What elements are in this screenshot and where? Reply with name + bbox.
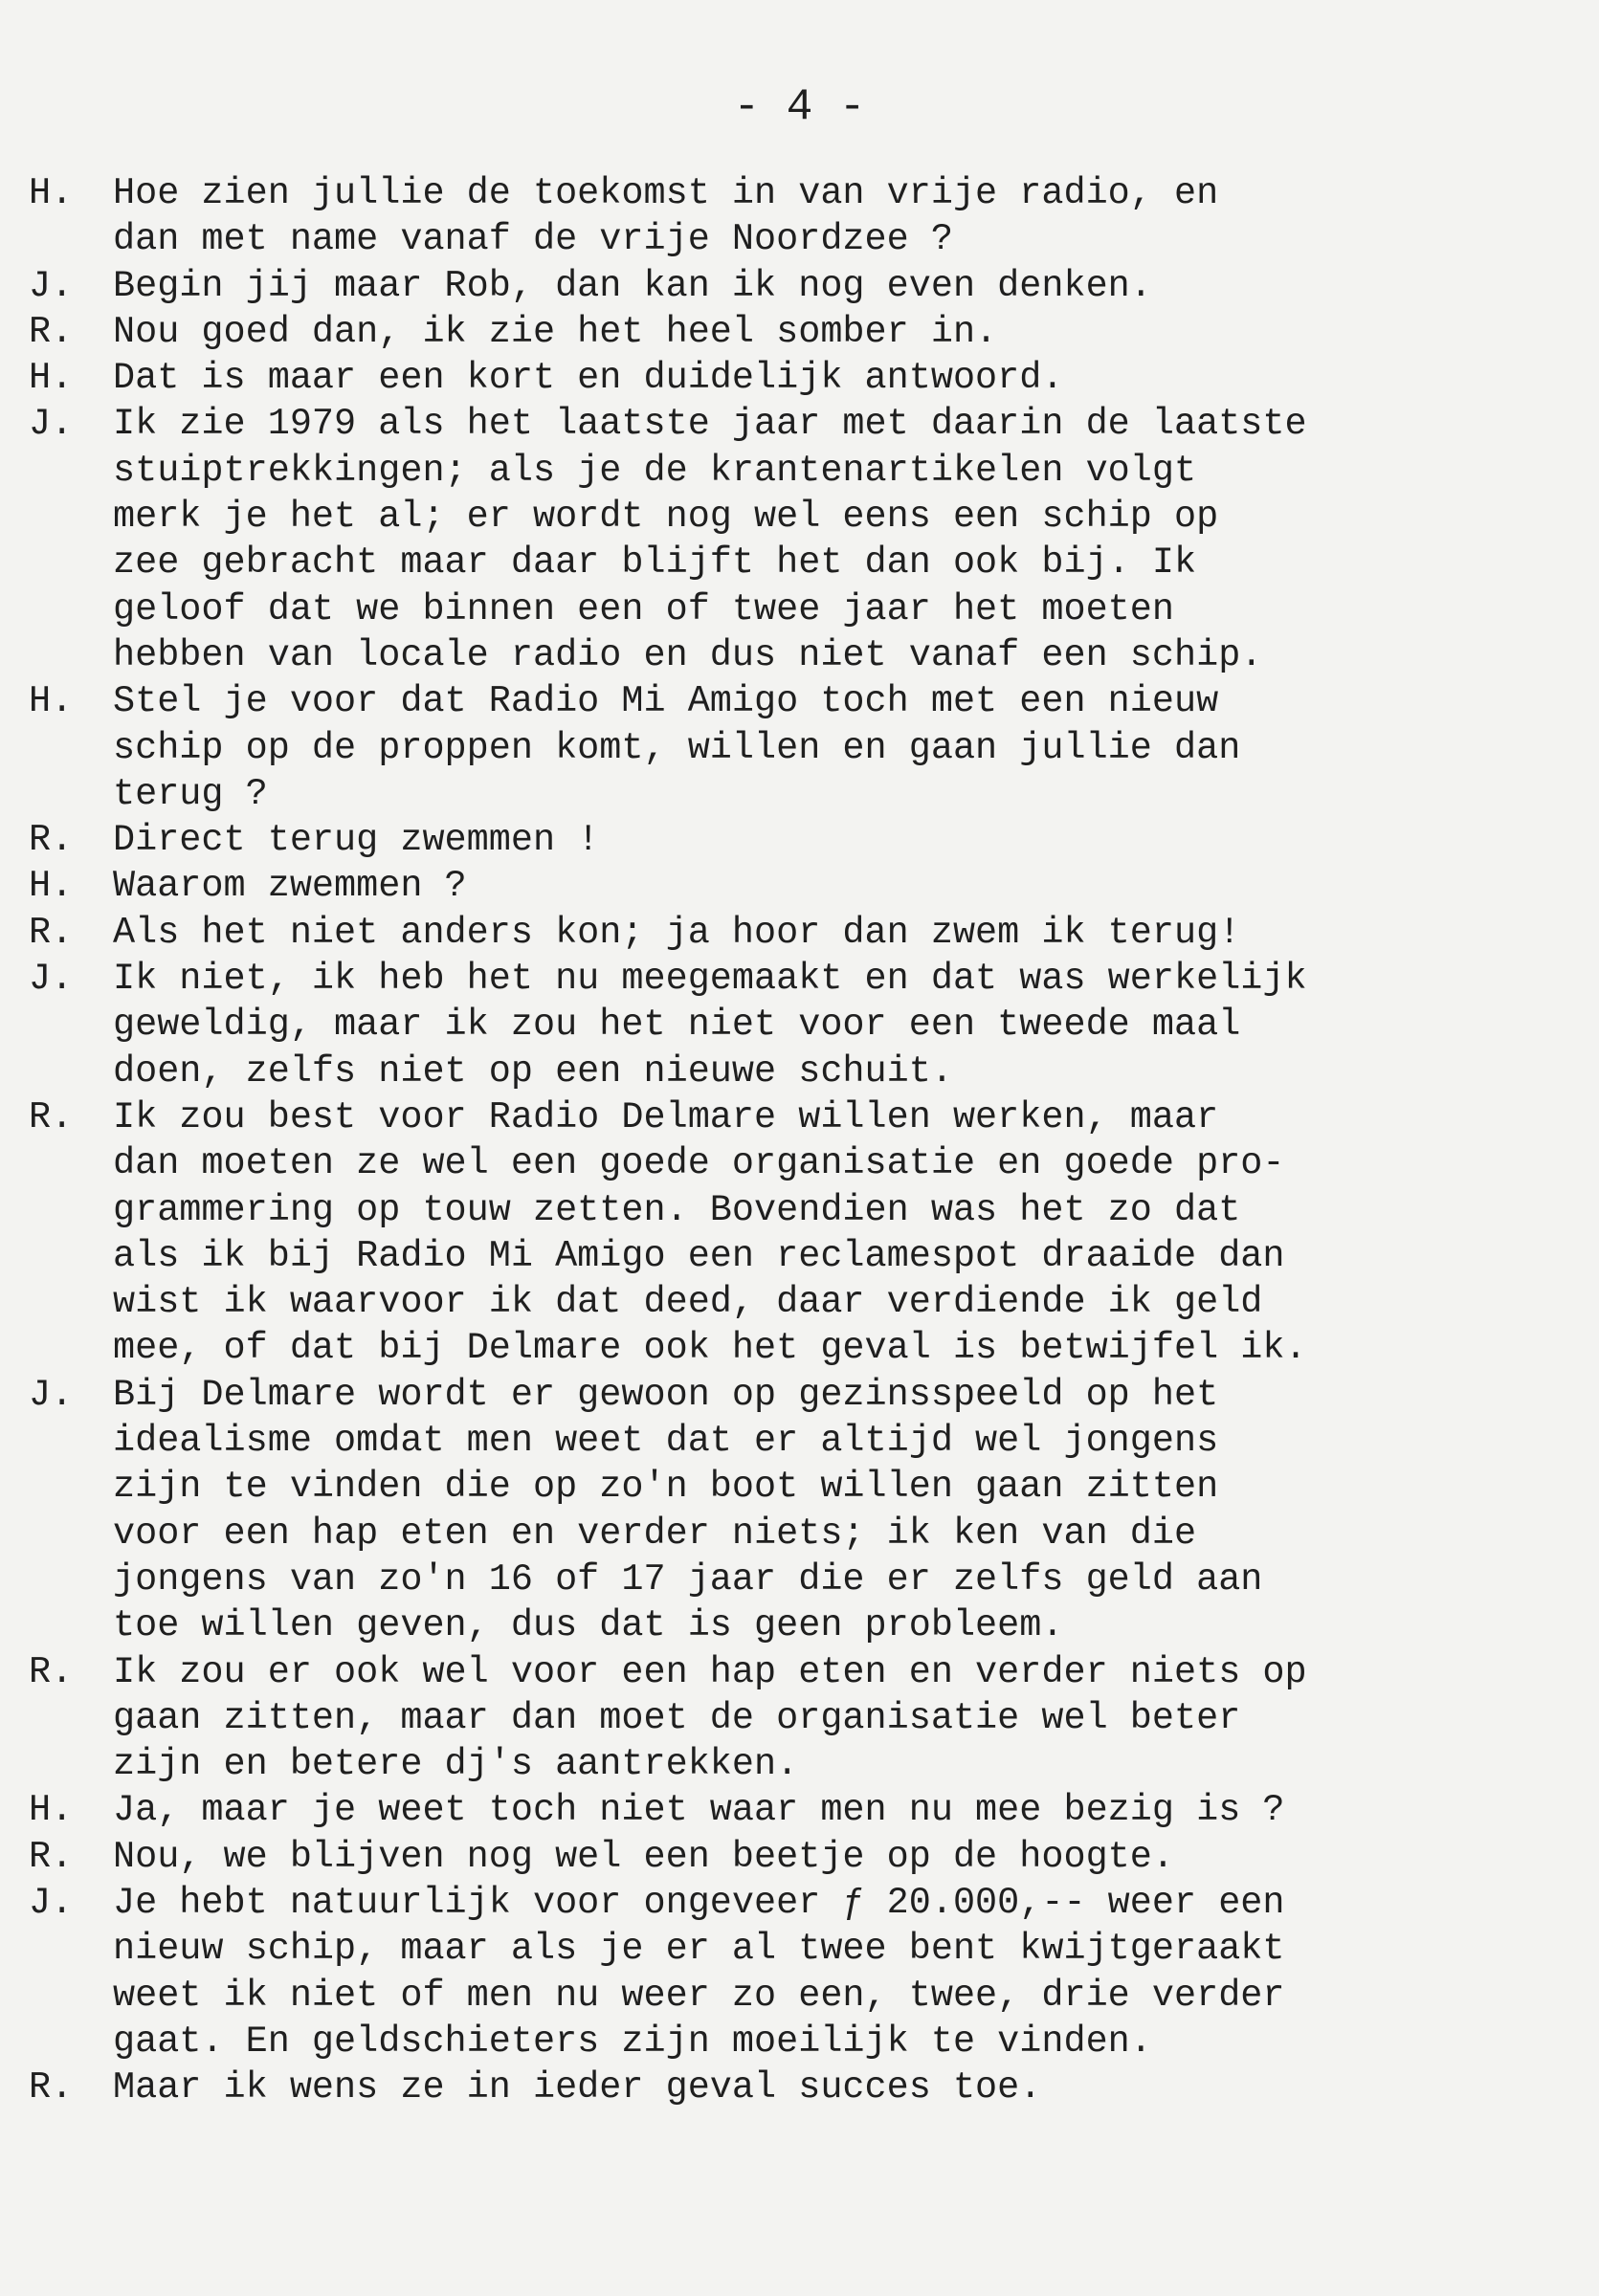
text-line: voor een hap eten en verder niets; ik ken van die [113, 1512, 1197, 1555]
speaker-label: R. [29, 310, 74, 353]
dialogue-entry [29, 678, 1579, 817]
speaker-label: J. [29, 403, 74, 446]
speaker-label: H. [29, 680, 74, 723]
page-number: - 4 - [733, 82, 866, 132]
utterance [113, 1649, 1579, 1788]
dialogue-entry [29, 910, 1579, 956]
text-line: hebben van locale radio en dus niet vanaf een schip. [113, 633, 1263, 676]
text-line: Ik zou er ook wel voor een hap eten en verder niets op [113, 1650, 1307, 1693]
speaker-label: H. [29, 172, 74, 214]
utterance [113, 1372, 1579, 1649]
dialogue-entry [29, 309, 1579, 355]
text-line: Bij Delmare wordt er gewoon op gezinsspeeld op het [113, 1373, 1219, 1416]
dialogue-entry [29, 1372, 1579, 1649]
text-line: weet ik niet of men nu weer zo een, twee, drie verder [113, 1974, 1285, 2017]
text-line: Nou goed dan, ik zie het heel somber in. [113, 310, 998, 353]
utterance [113, 678, 1579, 817]
text-line: geweldig, maar ik zou het niet voor een tweede maal [113, 1004, 1241, 1047]
dialogue-entry [29, 263, 1579, 309]
dialogue-entry [29, 2064, 1579, 2110]
utterance [113, 309, 1579, 355]
text-line: gaat. En geldschieters zijn moeilijk te vinden. [113, 2020, 1152, 2063]
speaker-label: J. [29, 1373, 74, 1416]
utterance [113, 910, 1579, 956]
dialogue-entry [29, 1649, 1579, 1788]
text-line: terug ? [113, 772, 268, 815]
speaker-label: R. [29, 911, 74, 954]
speaker-label: J. [29, 958, 74, 1001]
utterance [113, 1880, 1579, 2064]
text-line: toe willen geven, dus dat is geen probleem. [113, 1604, 1064, 1647]
utterance [113, 1787, 1579, 1833]
dialogue-entry [29, 956, 1579, 1094]
text-line: idealisme omdat men weet dat er altijd wel jongens [113, 1420, 1219, 1463]
utterance [113, 817, 1579, 863]
interview-dialogue [29, 170, 1579, 2110]
speaker-label: J. [29, 264, 74, 307]
text-line: zee gebracht maar daar blijft het dan ook bij. Ik [113, 541, 1197, 585]
speaker-label: R. [29, 1650, 74, 1693]
text-line: Direct terug zwemmen ! [113, 819, 600, 862]
text-line: zijn te vinden die op zo'n boot willen gaan zitten [113, 1466, 1219, 1509]
dialogue-entry [29, 1880, 1579, 2064]
utterance [113, 170, 1579, 263]
text-line: dan moeten ze wel een goede organisatie en goede pro- [113, 1142, 1285, 1185]
text-line: Begin jij maar Rob, dan kan ik nog even denken. [113, 264, 1152, 307]
text-line: Maar ik wens ze in ieder geval succes toe. [113, 2066, 1042, 2109]
dialogue-entry [29, 401, 1579, 678]
text-line: geloof dat we binnen een of twee jaar het moeten [113, 587, 1174, 630]
speaker-label: H. [29, 357, 74, 400]
text-line: Dat is maar een kort en duidelijk antwoord. [113, 357, 1064, 400]
speaker-label: R. [29, 1835, 74, 1878]
text-line: schip op de proppen komt, willen en gaan jullie dan [113, 726, 1241, 769]
text-line: stuiptrekkingen; als je de krantenartikelen volgt [113, 449, 1197, 492]
text-line: nieuw schip, maar als je er al twee bent kwijtgeraakt [113, 1928, 1285, 1971]
utterance [113, 263, 1579, 309]
text-line: Als het niet anders kon; ja hoor dan zwem ik terug! [113, 911, 1241, 954]
dialogue-entry [29, 355, 1579, 401]
text-line: Ja, maar je weet toch niet waar men nu mee bezig is ? [113, 1789, 1285, 1832]
utterance [113, 2064, 1579, 2110]
text-line: mee, of dat bij Delmare ook het geval is betwijfel ik. [113, 1327, 1307, 1370]
text-line: jongens van zo'n 16 of 17 jaar die er zelfs geld aan [113, 1557, 1263, 1601]
speaker-label: J. [29, 1881, 74, 1924]
speaker-label: H. [29, 865, 74, 908]
text-line: grammering op touw zetten. Bovendien was het zo dat [113, 1188, 1241, 1231]
speaker-label: H. [29, 1789, 74, 1832]
dialogue-entry [29, 817, 1579, 863]
utterance [113, 355, 1579, 401]
text-line: Je hebt natuurlijk voor ongeveer ƒ 20.000,-- weer een [113, 1881, 1285, 1924]
utterance [113, 1834, 1579, 1880]
speaker-label: R. [29, 2066, 74, 2109]
utterance [113, 956, 1579, 1094]
text-line: Ik zie 1979 als het laatste jaar met daarin de laatste [113, 403, 1307, 446]
text-line: dan met name vanaf de vrije Noordzee ? [113, 218, 953, 261]
text-line: Stel je voor dat Radio Mi Amigo toch met een nieuw [113, 680, 1219, 723]
dialogue-entry [29, 1094, 1579, 1372]
text-line: doen, zelfs niet op een nieuwe schuit. [113, 1049, 953, 1093]
utterance [113, 863, 1579, 909]
text-line: Ik niet, ik heb het nu meegemaakt en dat was werkelijk [113, 958, 1307, 1001]
text-line: merk je het al; er wordt nog wel eens een schip op [113, 496, 1219, 539]
dialogue-entry [29, 863, 1579, 909]
text-line: Waarom zwemmen ? [113, 865, 467, 908]
text-line: Ik zou best voor Radio Delmare willen werken, maar [113, 1095, 1219, 1138]
text-line: wist ik waarvoor ik dat deed, daar verdiende ik geld [113, 1281, 1263, 1324]
dialogue-entry [29, 1787, 1579, 1833]
utterance [113, 401, 1579, 678]
speaker-label: R. [29, 819, 74, 862]
text-line: Nou, we blijven nog wel een beetje op de hoogte. [113, 1835, 1174, 1878]
text-line: Hoe zien jullie de toekomst in van vrije radio, en [113, 172, 1219, 214]
dialogue-entry [29, 170, 1579, 263]
text-line: als ik bij Radio Mi Amigo een reclamespot draaide dan [113, 1234, 1285, 1277]
dialogue-entry [29, 1834, 1579, 1880]
text-line: zijn en betere dj's aantrekken. [113, 1743, 799, 1786]
text-line: gaan zitten, maar dan moet de organisatie wel beter [113, 1696, 1241, 1739]
speaker-label: R. [29, 1095, 74, 1138]
utterance [113, 1094, 1579, 1372]
